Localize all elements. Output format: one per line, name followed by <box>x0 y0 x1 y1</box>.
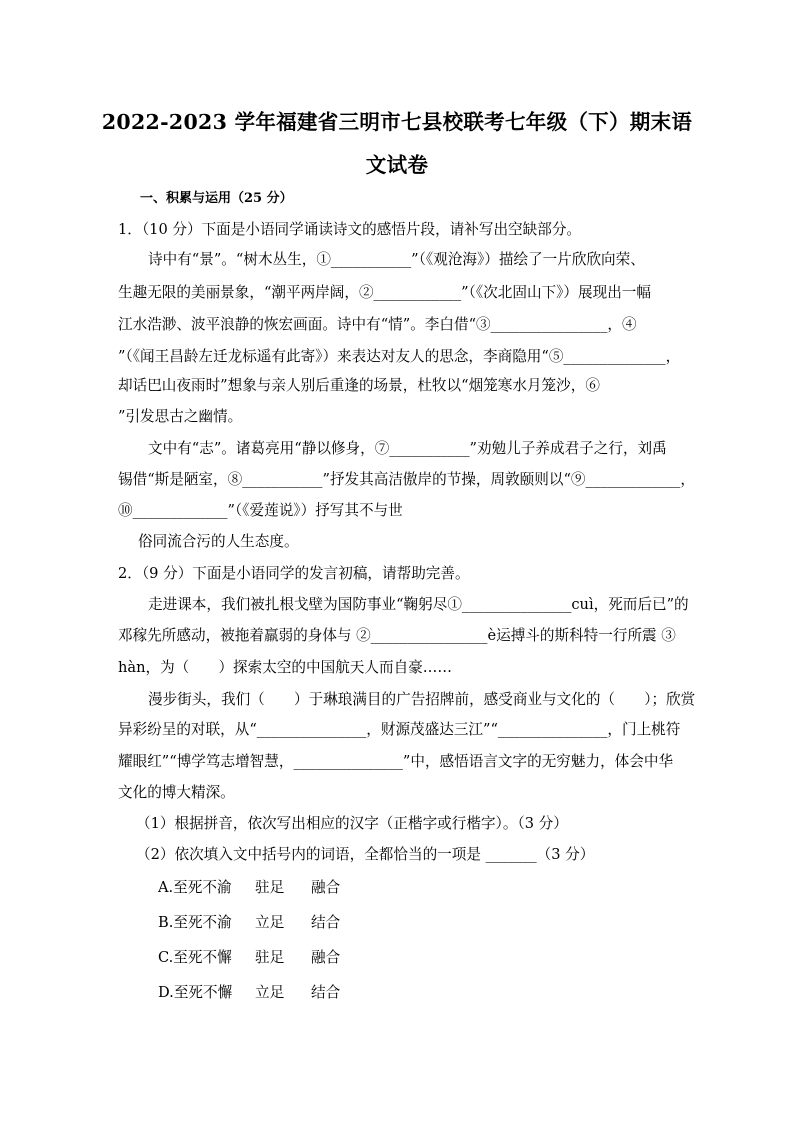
q2-line: 异彩纷呈的对联，从“_______________，财源茂盛达三江”“_______________，门上桃符 <box>118 721 681 738</box>
option-a-word1: A.至死不渝 <box>158 879 232 896</box>
q1-line: ⑩_____________”（《爱莲说》）抒写其不与世 <box>118 502 403 519</box>
title-line-1: 2022-2023 学年福建省三明市七县校联考七年级（下）期末语 <box>101 110 693 134</box>
option-d-word2: 立足 <box>255 984 285 1001</box>
q1-line: 生趣无限的美丽景象，“潮平两岸阔，②____________”（《次北固山下》）展现出一幅 <box>118 284 651 301</box>
q2-sub-2: （2）依次填入文中括号内的词语，全都恰当的一项是 _______（3 分） <box>136 846 595 863</box>
q1-line: 诗中有“景”。“树木丛生，①___________”（《观沧海》）描绘了一片欣欣向荣、 <box>148 251 645 268</box>
option-b-word3: 结合 <box>311 914 341 931</box>
q1-line: ”（《闻王昌龄左迁龙标遥有此寄》）来表达对友人的思念，李商隐用“⑤______________， <box>118 348 681 365</box>
q1-line: 俗同流合污的人生态度。 <box>138 533 299 550</box>
q2-line: 漫步街头，我们（ ）于琳琅满目的广告招牌前，感受商业与文化的（ ）；欣赏 <box>148 691 696 708</box>
q2-line: 走进课本，我们被扎根戈壁为国防事业“鞠躬尽①_______________cuì，死而后已”的 <box>148 596 689 613</box>
title-line-2: 文试卷 <box>365 153 429 177</box>
q2-line: hàn，为（ ）探索太空的中国航天人而自豪…… <box>118 659 452 676</box>
option-c-word3: 融合 <box>311 949 341 966</box>
option-a-word2: 驻足 <box>255 879 285 896</box>
q2-sub-1: （1）根据拼音，依次写出相应的汉字（正楷字或行楷字）。（3 分） <box>136 815 568 832</box>
question-1-heading: 1．（10 分）下面是小语同学诵读诗文的感悟片段，请补写出空缺部分。 <box>118 221 582 238</box>
q2-line: 耀眼红”“博学笃志增智慧，_______________”中，感悟语言文字的无穷魅力，体会中华 <box>118 753 674 770</box>
option-d-word1: D.至死不懈 <box>158 984 233 1001</box>
option-d-word3: 结合 <box>311 984 341 1001</box>
q1-line: ”引发思古之幽情。 <box>118 408 243 425</box>
q1-line: 却话巴山夜雨时”想象与亲人别后重逢的场景，杜牧以“烟笼寒水月笼沙，⑥ <box>118 377 600 394</box>
option-b-word1: B.至死不渝 <box>158 914 232 931</box>
option-a-word3: 融合 <box>311 879 341 896</box>
section-heading: 一、积累与运用（25 分） <box>140 191 293 206</box>
option-b-word2: 立足 <box>255 914 285 931</box>
question-2-heading: 2．（9 分）下面是小语同学的发言初稿，请帮助完善。 <box>118 565 470 582</box>
q1-line: 文中有“志”。诸葛亮用“静以修身，⑦___________”劝勉儿子养成君子之行，刘禹 <box>148 440 667 457</box>
q2-line: 邓稼先所感动，被拖着羸弱的身体与 ②________________è运搏斗的斯科特一行所震 ③ <box>118 627 676 644</box>
q1-line: 锡借“斯是陋室，⑧___________”抒发其高洁傲岸的节操，周敦颐则以“⑨_____________， <box>118 471 695 488</box>
option-c-word2: 驻足 <box>255 949 285 966</box>
q1-line: 江水浩渺、波平浪静的恢宏画面。诗中有“情”。李白借“③________________，④ <box>118 316 637 333</box>
option-c-word1: C.至死不懈 <box>158 949 232 966</box>
q2-line: 文化的博大精深。 <box>118 784 235 801</box>
